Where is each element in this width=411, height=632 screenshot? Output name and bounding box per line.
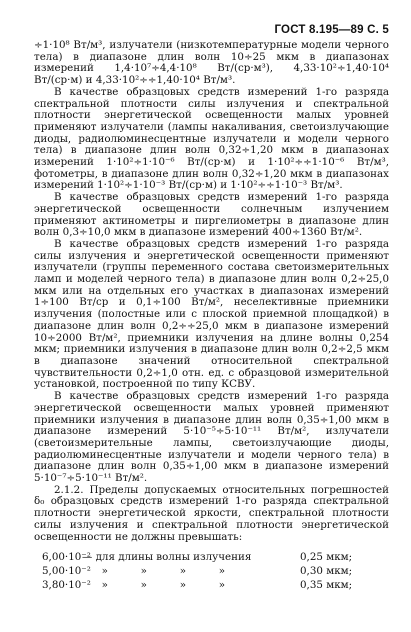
limit-wavelength: 0,35 мкм; (300, 579, 353, 592)
paragraph-6: 2.1.2. Пределы допускаемых относительных погрешностей δ₀ образцовых средств измерений 1-го разряда спектральной плотности энергетической яркости, спектральной плотности силы излучения и спектральной плотности энергетической освещенности не должны превышать: (34, 483, 389, 543)
limit-value: 6,00·10⁻² (42, 551, 91, 564)
paragraph-2: В качестве образцовых средств измерений 1-го разряда спектральной плотности силы излучения и спектральной плотности энергетической освещенности малых уровней применяют излучатели (лампы накаливания, светоизлучающие диоды, радиолюминесцентные излучатели и модели черного тела) в диапазоне длин волн 0,32÷1,20 мкм в диапазонах измерений 1·10²÷1·10⁻⁶ Вт/(ср·м) и 1·10²÷÷1·10⁻⁶ Вт/м³, фотометры, в диапазоне длин волн 0,32÷1,20 мкм в диапазонах измерений 1·10²÷1·10⁻³ Вт/(ср·м) и 1·10²÷÷1·10⁻³ Вт/м³. (34, 85, 389, 192)
limit-row (34, 580, 389, 594)
limit-value: 5,00·10⁻² (42, 565, 91, 578)
paragraph-5: В качестве образцовых средств измерений 1-го разряда энергетической освещенности малых уровней применяют приемники излучения в диапазоне длин волн 0,35÷1,00 мкм в диапазоне измерений 5·10⁻⁵÷5·10⁻¹¹ Вт/м², излучатели (светоизмерительные лампы, светоизлучающие диоды, радиолюминесцентные излучатели и модели черного тела) в диапазоне длин волн 0,35÷1,00 мкм в диапазоне измерений 5·10⁻⁷÷5·10⁻¹¹ Вт/м². (34, 390, 389, 485)
limit-wavelength: 0,25 мкм; (300, 551, 353, 564)
limit-description: » » » » (82, 579, 226, 592)
limit-wavelength: 0,30 мкм; (300, 565, 353, 578)
limits-list (34, 552, 389, 594)
document-body (34, 40, 389, 594)
paragraph-1: ÷1·10⁸ Вт/м³, излучатели (низкотемпературные модели черного тела) в диапазоне длин волн 10÷25 мкм в диапазонах измерений 1,4·10⁷÷4,4·10⁸ Вт/(ср·м³), 4,33·10²÷1,40·10⁴ Вт/(ср·м) и 4,33·10²÷÷1,40·10⁴ Вт/м³. (34, 39, 389, 87)
paragraph-3: В качестве образцовых средств измерений 1-го разряда энергетической освещенности солнечным излучением применяют актинометры и пиргелиометры в диапазоне длин волн 0,3÷10,0 мкм в диапазоне измерений 400÷1360 Вт/м². (34, 191, 389, 239)
limit-row (34, 552, 389, 566)
page-header: ГОСТ 8.195—89 С. 5 (274, 24, 389, 36)
paragraph-4: В качестве образцовых средств измерений 1-го разряда силы излучения и энергетической освещенности применяют излучатели (группы переменного состава светоизмерительных ламп и моделей черного тела) в диапазоне длин волн 0,2÷25,0 мкм или на отдельных его участках в диапазонах измерений 1÷100 Вт/ср и 0,1÷100 Вт/м², неселективные приемники излучения (полостные или с плоской приемной площадкой) в диапазоне длин волн 0,2÷÷25,0 мкм в диапазоне измерений 10÷2000 Вт/м², приемники излучения на длине волны 0,254 мкм; приемники излучения в диапазоне длин волн 0,2÷2,5 мкм в диапазоне значений относительной спектральной чувствительности 0,2÷1,0 отн. ед. с образцовой измерительной установкой, построенной по типу КСВУ. (34, 237, 389, 391)
limit-row (34, 566, 389, 580)
limit-description: — для длины волны излучения (82, 551, 252, 564)
limit-description: » » » » (82, 565, 226, 578)
limit-value: 3,80·10⁻² (42, 579, 91, 592)
